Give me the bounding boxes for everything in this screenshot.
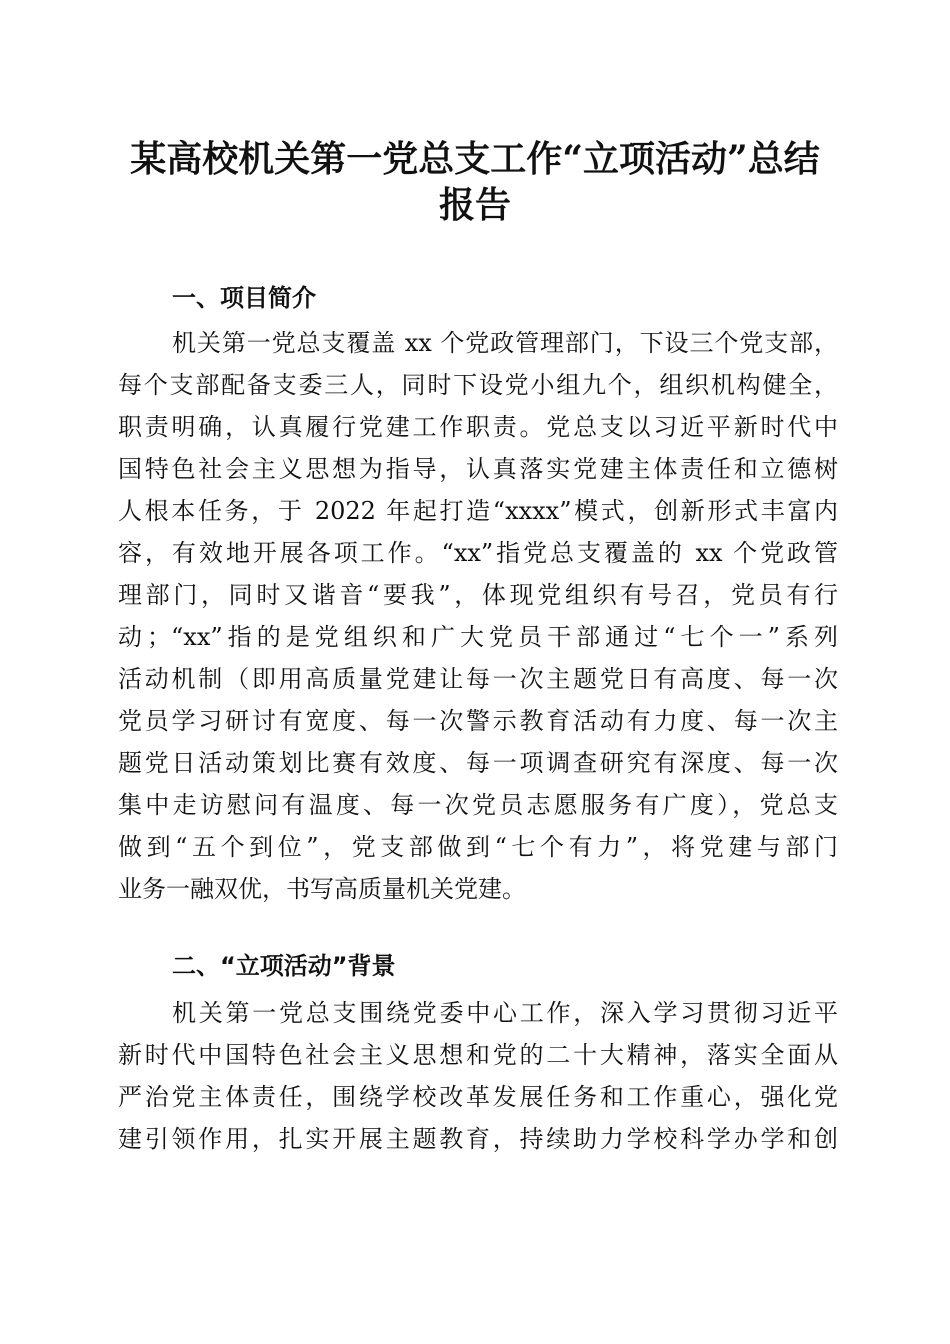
- paragraph-line: 机关第一党总支覆盖 xx 个党政管理部门，下设三个党支部，: [172, 329, 838, 357]
- paragraph-line: 业务一融双优，书写高质量机关党建。: [118, 875, 526, 903]
- paragraph-line: 严治党主体责任，围绕学校改革发展任务和工作重心，强化党: [118, 1083, 838, 1111]
- paragraph-line: 国特色社会主义思想为指导，认真落实党建主体责任和立德树: [118, 455, 838, 483]
- paragraph-line: 职责明确，认真履行党建工作职责。党总支以习近平新时代中: [118, 413, 838, 441]
- paragraph-line: 做到“五个到位”，党支部做到“七个有力”，将党建与部门: [118, 833, 838, 861]
- paragraph-line: 动；“xx”指的是党组织和广大党员干部通过“七个一”系列: [118, 623, 838, 651]
- section-heading-project-intro: 一、项目简介: [172, 284, 316, 312]
- paragraph-line: 建引领作用，扎实开展主题教育，持续助力学校科学办学和创: [118, 1125, 838, 1153]
- paragraph-line: 理部门，同时又谐音“要我”，体现党组织有号召，党员有行: [118, 581, 838, 609]
- paragraph-line: 活动机制（即用高质量党建让每一次主题党日有高度、每一次: [118, 665, 838, 693]
- paragraph-line: 机关第一党总支围绕党委中心工作，深入学习贯彻习近平: [172, 999, 838, 1027]
- paragraph-line: 题党日活动策划比赛有效度、每一项调查研究有深度、每一次: [118, 749, 838, 777]
- title-line: 报告: [438, 184, 511, 226]
- paragraph-line: 集中走访慰问有温度、每一次党员志愿服务有广度），党总支: [118, 791, 838, 819]
- title-line: 某高校机关第一党总支工作“立项活动”总结: [130, 138, 820, 180]
- paragraph-line: 党员学习研讨有宽度、每一次警示教育活动有力度、每一次主: [118, 707, 838, 735]
- paragraph-line: 每个支部配备支委三人，同时下设党小组九个，组织机构健全，: [118, 371, 838, 399]
- paragraph-line: 新时代中国特色社会主义思想和党的二十大精神，落实全面从: [118, 1041, 838, 1069]
- section-heading-background: 二、“立项活动”背景: [172, 952, 396, 980]
- paragraph-line: 人根本任务，于 2022 年起打造“xxxx”模式，创新形式丰富内: [118, 497, 838, 525]
- paragraph-line: 容，有效地开展各项工作。“xx”指党总支覆盖的 xx 个党政管: [118, 539, 838, 567]
- document-title: [90, 136, 860, 228]
- section-paragraph-project-intro: [118, 322, 838, 910]
- section-paragraph-background: [118, 992, 838, 1160]
